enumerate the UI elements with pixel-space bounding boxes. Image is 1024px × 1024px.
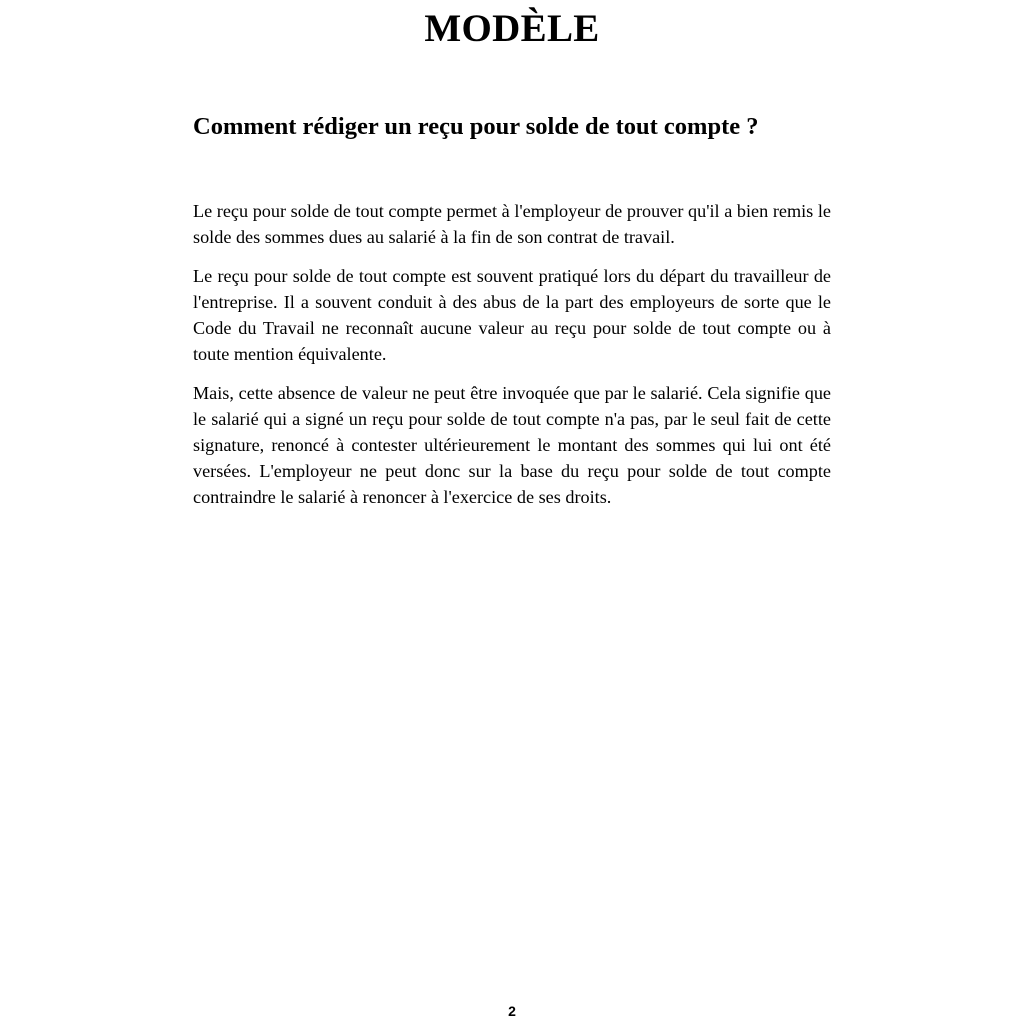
page-title: MODÈLE [424,7,600,50]
paragraph-intro: Le reçu pour solde de tout compte permet à l'employeur de prouver qu'il a bien remis le solde des sommes dues au salarié à la fin de son contrat de travail. [193,201,831,247]
body-text [193,198,831,523]
paragraph-validity: Mais, cette absence de valeur ne peut être invoquée que par le salarié. Cela signifie que le salarié qui a signé un reçu pour solde de tout compte n'a pas, par le seul fait de cette signature, renoncé à contester ultérieurement le montant des sommes qui lui ont été versées. L'employeur ne peut donc sur la base du reçu pour solde de tout compte contraindre le salarié à renoncer à l'exercice de ses droits. [193,383,831,507]
section-heading: Comment rédiger un reçu pour solde de tout compte ? [193,113,759,140]
page-number: 2 [508,1003,516,1019]
paragraph-practice: Le reçu pour solde de tout compte est souvent pratiqué lors du départ du travailleur de l'entreprise. Il a souvent conduit à des abus de la part des employeurs de sorte que le Code du Travail ne reconnaît aucune valeur au reçu pour solde de tout compte ou à toute mention équivalente. [193,266,831,364]
